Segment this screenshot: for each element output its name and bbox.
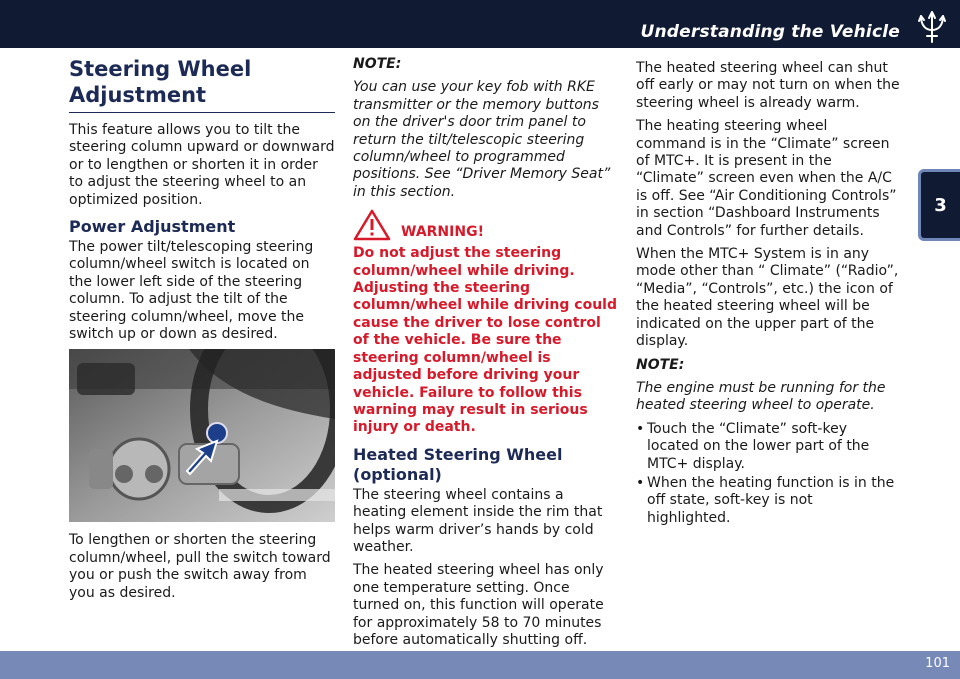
heated-paragraph-2: The heated steering wheel has only one temperature setting. Once turned on, this function will operate for approximately 58 to 70 minutes before automatically shutting off. <box>353 562 604 648</box>
heated-paragraph-1: The steering wheel contains a heating element inside the rim that helps warm driver’s hands by cold weather. <box>353 486 603 555</box>
right-paragraph-3: When the MTC+ System is in any mode other than “ Climate” (“Radio”, “Media”, “Controls”, etc.) the icon of the heated steering wheel will be indicated on the upper part of the display. <box>636 246 899 350</box>
list-item: • Touch the “Climate” soft-key located on the lower part of the MTC+ display. <box>636 421 900 473</box>
note-text-2: The engine must be running for the heated steering wheel to operate. <box>636 379 886 414</box>
note-label-2: NOTE: <box>636 356 685 373</box>
steering-column-photo <box>69 349 335 522</box>
lengthen-paragraph: To lengthen or shorten the steering column/wheel, pull the switch toward you or push the switch away from you as desired. <box>69 532 331 601</box>
power-adjustment-paragraph: The power tilt/telescoping steering column/wheel switch is located on the lower left side of the steering column. To adjust the tilt of the steering column/wheel, move the switch up or down as desired. <box>69 239 314 343</box>
warning-triangle-icon <box>353 209 391 241</box>
warning-text: Do not adjust the steering column/wheel while driving. Adjusting the steering column/wheel while driving could cause the driver to lose control of the vehicle. Be sure the steering column/wheel is adjusted before driving your vehicle. Failure to follow this warning may result in serious injury or death. <box>353 245 617 436</box>
section-title: Understanding the Vehicle <box>640 22 900 42</box>
right-paragraph-1: The heated steering wheel can shut off early or may not turn on when the steering wheel is already warm. <box>636 60 900 111</box>
page-title: Steering Wheel Adjustment <box>69 56 335 113</box>
page-number: 101 <box>925 656 950 671</box>
trident-logo-icon <box>916 8 948 46</box>
heated-steering-heading: Heated Steering Wheel (optional) <box>353 444 563 484</box>
column-right <box>636 60 900 529</box>
warning-header <box>353 209 619 241</box>
right-paragraph-2: The heating steering wheel command is in the “Climate” screen of MTC+. It is present in the “Climate” screen even when the A/C is off. See “Air Conditioning Controls” in section “Dashboard Instruments and Controls” for further details. <box>636 118 897 239</box>
note-label: NOTE: <box>353 56 402 72</box>
chapter-tab[interactable]: 3 <box>918 169 960 241</box>
intro-paragraph: This feature allows you to tilt the steering column upward or downward or to lengthen or shorten it in order to adjust the steering wheel to an optimized position. <box>69 122 335 208</box>
footer-bar <box>0 651 960 679</box>
column-left <box>69 56 335 608</box>
warning-title: WARNING! <box>401 223 484 240</box>
instruction-list <box>636 421 900 527</box>
list-item: • When the heating function is in the off state, soft-key is not highlighted. <box>636 475 900 527</box>
note-text: You can use your key fob with RKE transmitter or the memory buttons on the driver's door trim panel to return the tilt/telescopic steering column/wheel to programmed positions. See “Driver Memory Seat” in this section. <box>353 79 611 200</box>
power-adjustment-heading: Power Adjustment <box>69 217 236 237</box>
column-middle <box>353 56 619 655</box>
